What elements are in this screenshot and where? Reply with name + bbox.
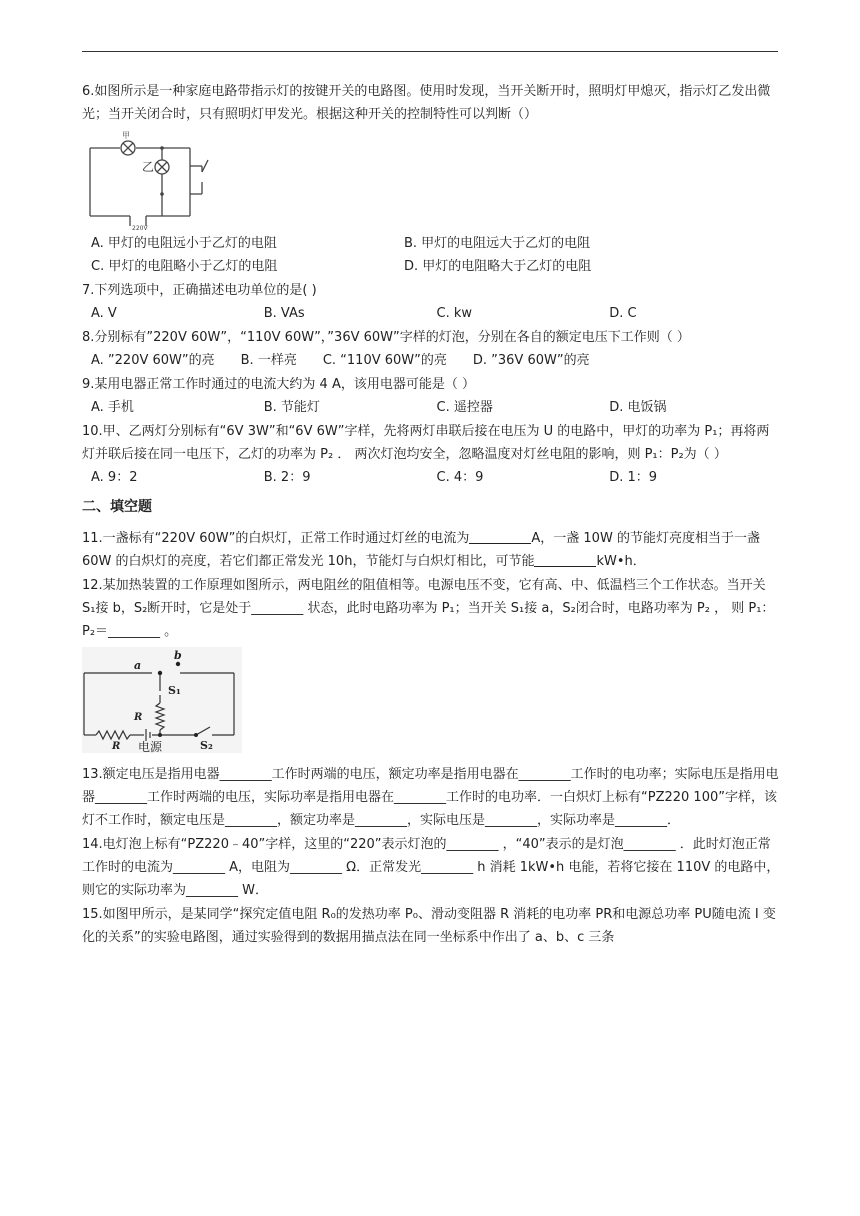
section-title-fill-in: 二、填空题 [82,499,152,515]
q9-option-b[interactable]: B. 节能灯 [263,400,320,415]
q6-option-a[interactable]: A. 甲灯的电阻远小于乙灯的电阻 [91,236,277,251]
q7-option-b[interactable]: B. VAs [263,306,305,321]
q11-text-part-3: kW•h． [596,554,646,569]
question-7 [82,279,782,325]
q7-option-a[interactable]: A. V [91,306,117,321]
q12-label-r1: R [134,712,143,723]
q9-option-d[interactable]: D. 电饭锅 [609,400,667,415]
q12-circuit-figure [82,647,242,753]
question-9-stem: 9.某用电器正常工作时通过的电流大约为 4 A，该用电器可能是（ ） [82,377,475,392]
question-15 [82,903,782,949]
question-9 [82,373,782,419]
q12-label-a: a [134,659,142,672]
q12-label-s1: S₁ [168,684,181,697]
q6-label-jia: 甲 [122,131,130,140]
question-6-options-row-1 [82,232,782,255]
q12-label-b: b [174,649,182,662]
q10-option-c[interactable]: C. 4：9 [436,470,484,485]
q12-label-r2: R [112,741,121,752]
question-6-stem: 6.如图所示是一种家庭电路带指示灯的按键开关的电路图。使用时发现，当开关断开时，照明灯甲熄灭，指示灯乙发出微光；当开关闭合时，只有照明灯甲发光。根据这种开关的控制特性可以判断（） [82,84,771,122]
q9-option-a[interactable]: A. 手机 [91,400,134,415]
question-13 [82,763,782,832]
q6-option-d[interactable]: D. 甲灯的电阻略大于乙灯的电阻 [404,259,592,274]
question-8-stem: 8.分别标有”220V 60W”，“110V 60W”，”36V 60W”字样的灯泡，分别在各自的额定电压下工作则（ ） [82,330,690,345]
question-10-options [82,466,782,489]
question-8-options [82,349,782,372]
q10-option-d[interactable]: D. 1：9 [609,470,658,485]
q8-option-c[interactable]: C. “110V 60W”的亮 [322,353,447,368]
question-12-text: 12.某加热装置的工作原理如图所示，两电阻丝的阻值相等。电源电压不变，它有高、中、低温档三个工作状态。当开关 S₁接 b，S₂断开时，它是处于________ 状态，此时电路功率为 P₁；当开关 S₁接 a，S₂闭合时，电路功率为 P₂ ， 则 P₁：P₂＝________ 。 [82,578,775,639]
question-10-stem: 10.甲、乙两灯分别标有“6V 3W”和“6V 6W”字样，先将两灯串联后接在电压为 U 的电路中，甲灯的功率为 P₁；再将两灯并联后接在同一电压下，乙灯的功率为 P₂ ． 两次灯泡均安全，忽略温度对灯丝电阻的影响，则 P₁：P₂为（ ） [82,424,770,462]
q12-label-source: 电源 [138,740,163,753]
q8-option-d[interactable]: D. ”36V 60W”的亮 [472,353,590,368]
question-7-options [82,302,782,325]
q11-text-part-2: A，一盏 10W 的节能灯亮度相当于一盏 60W 的白炽灯的亮度，若它们都正常发光 10h，节能灯与白炽灯相比，可节能 [82,531,760,569]
header-rule [82,51,778,52]
exam-page [82,80,782,950]
question-14-text: 14.电灯泡上标有“PZ220﹣40”字样，这里的“220”表示灯泡的________ ，“40”表示的是灯泡________ ．此时灯泡正常工作时的电流为________ A，电阻为________ Ω．正常发光________ h 消耗 1kW•h 电能，若将它接在 110V 的电路中，则它的实际功率为________ W． [82,837,780,898]
question-11-text [82,527,782,573]
q10-option-b[interactable]: B. 2：9 [263,470,311,485]
q11-text-part-1: 11.一盏标有“220V 60W”的白炽灯，正常工作时通过灯丝的电流为 [82,531,470,546]
q6-option-c[interactable]: C. 甲灯的电阻略小于乙灯的电阻 [91,259,278,274]
question-15-text: 15.如图甲所示，是某同学“探究定值电阻 R₀的发热功率 P₀、滑动变阻器 R 消耗的电功率 PR和电源总功率 PU随电流 I 变化的关系”的实验电路图，通过实验得到的数据用描点法在同一坐标系中作出了 a、b、c 三条 [82,907,776,945]
q12-label-s2: S₂ [200,739,213,752]
q6-circuit-figure [82,126,212,232]
question-13-text: 13.额定电压是指用电器________工作时两端的电压，额定功率是指用电器在________工作时的电功率；实际电压是指用电器________工作时两端的电压，实际功率是指用电器在________工作时的电功率．一白炽灯上标有“PZ220 100”字样，该灯不工作时，额定电压是________，额定功率是________，实际电压是________，实际功率是________． [82,767,779,828]
q7-option-c[interactable]: C. kw [436,306,473,321]
question-12 [82,574,782,753]
question-14 [82,833,782,902]
q11-blank-1[interactable] [469,529,531,544]
question-11 [82,527,782,573]
q6-label-yi: 乙 [142,160,155,174]
q8-option-b[interactable]: B. 一样亮 [240,353,297,368]
q6-label-voltage: 220V [132,225,148,232]
question-7-stem: 7.下列选项中，正确描述电功单位的是( ) [82,283,317,298]
q6-option-b[interactable]: B. 甲灯的电阻远大于乙灯的电阻 [404,236,591,251]
question-9-options [82,396,782,419]
question-6-options-row-2 [82,255,782,278]
q9-option-c[interactable]: C. 遥控器 [436,400,493,415]
question-10 [82,420,782,489]
q7-option-d[interactable]: D. C [609,306,637,321]
question-6 [82,80,782,278]
question-8 [82,326,782,372]
q10-option-a[interactable]: A. 9：2 [91,470,138,485]
q11-blank-2[interactable] [534,552,596,567]
q8-option-a[interactable]: A. ”220V 60W”的亮 [91,353,215,368]
